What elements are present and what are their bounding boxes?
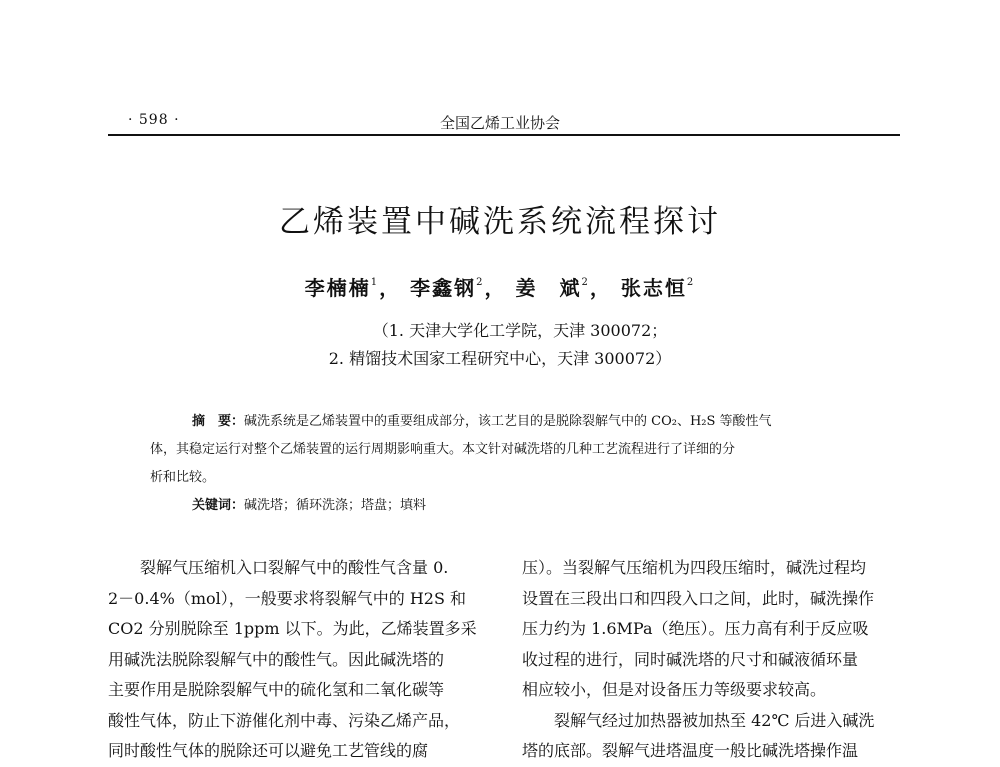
paper-title: 乙烯装置中碱洗系统流程探讨 bbox=[279, 204, 721, 240]
body-line: CO2 分别脱除至 1ppm 以下。为此，乙烯装置多采 bbox=[108, 619, 477, 638]
author-separator: ， bbox=[484, 276, 507, 300]
author-affiliation-mark: 2 bbox=[686, 277, 696, 289]
header-rule bbox=[108, 134, 900, 136]
body-line: 裂解气压缩机入口裂解气中的酸性气含量 0. bbox=[140, 558, 449, 577]
author-list bbox=[0, 272, 1000, 301]
author-name: 张志恒 bbox=[620, 276, 687, 300]
abstract-line: 碱洗系统是乙烯装置中的重要组成部分，该工艺目的是脱除裂解气中的 CO₂、H₂S 等酸性气 bbox=[244, 414, 772, 429]
keywords-text: 碱洗塔；循环洗涤；塔盘；填料 bbox=[244, 498, 427, 513]
body-line: 用碱洗法脱除裂解气中的酸性气。因此碱洗塔的 bbox=[108, 649, 445, 669]
abstract bbox=[150, 408, 860, 492]
affiliation-line-2: 2. 精馏技术国家工程研究中心，天津 300072） bbox=[328, 349, 672, 368]
body-line: 塔的底部。裂解气进塔温度一般比碱洗塔操作温 bbox=[522, 741, 859, 760]
journal-name: 全国乙烯工业协会 bbox=[439, 114, 560, 132]
page-number: · 598 · bbox=[128, 112, 180, 128]
author-affiliation-mark: 2 bbox=[476, 277, 485, 289]
body-line: 收过程的进行，同时碱洗塔的尺寸和碱液循环量 bbox=[522, 649, 859, 669]
keywords bbox=[192, 494, 426, 513]
author-name: 李鑫钢 bbox=[410, 276, 477, 300]
author-separator: ， bbox=[379, 276, 402, 300]
body-line: 相应较小，但是对设备压力等级要求较高。 bbox=[522, 680, 827, 699]
body-line: 设置在三段出口和四段入口之间，此时，碱洗操作 bbox=[522, 588, 875, 608]
body-line: 压力约为 1.6MPa（绝压）。压力高有利于反应吸 bbox=[522, 619, 869, 638]
body-line: 裂解气经过加热器被加热至 42℃ 后进入碱洗 bbox=[554, 710, 875, 730]
body-line: 同时酸性气体的脱除还可以避免工艺管线的腐 bbox=[108, 741, 429, 760]
body-line: 酸性气体，防止下游催化剂中毒、污染乙烯产品， bbox=[108, 710, 461, 730]
abstract-line: 体，其稳定运行对整个乙烯装置的运行周期影响重大。本文针对碱洗塔的几种工艺流程进行了详细的分 bbox=[150, 442, 736, 457]
body-line: 主要作用是脱除裂解气中的硫化氢和二氧化碳等 bbox=[108, 680, 445, 699]
author-separator: ， bbox=[589, 276, 612, 300]
body-line: 2－0.4%（mol），一般要求将裂解气中的 H2S 和 bbox=[108, 588, 467, 608]
keywords-label: 关键词： bbox=[192, 498, 245, 513]
body-column-left bbox=[108, 553, 488, 767]
body-line: 压）。当裂解气压缩机为四段压缩时，碱洗过程均 bbox=[522, 558, 867, 577]
author-name: 姜 斌 bbox=[515, 276, 582, 300]
author-name: 李楠楠 bbox=[304, 276, 371, 300]
author-affiliation-mark: 2 bbox=[581, 277, 590, 289]
abstract-line: 析和比较。 bbox=[150, 470, 216, 485]
abstract-label: 摘 要： bbox=[192, 414, 245, 429]
body-column-right bbox=[522, 553, 902, 767]
author-affiliation-mark: 1 bbox=[370, 277, 380, 289]
affiliation-line-1: （1. 天津大学化工学院，天津 300072； bbox=[372, 321, 668, 340]
